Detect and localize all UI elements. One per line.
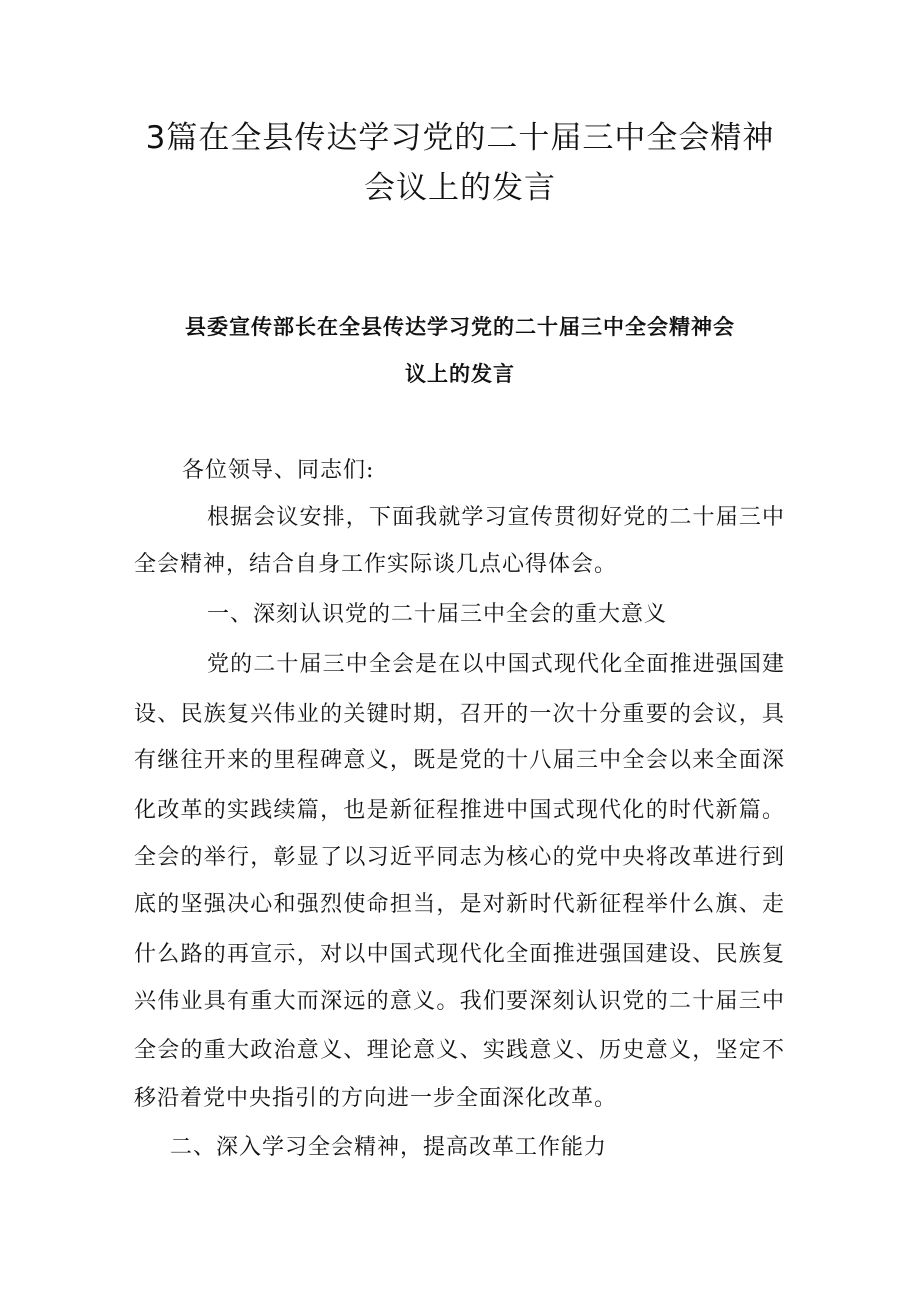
section-1-line-6: 底的坚强决心和强烈使命担当，是对新时代新征程举什么旗、走 (134, 892, 784, 917)
document-title-line-1: 3篇在全县传达学习党的二十届三中全会精神 (145, 120, 775, 156)
section-1-line-2: 设、民族复兴伟业的关键时期，召开的一次十分重要的会议，具 (134, 702, 784, 727)
document-title-line-2: 会议上的发言 (364, 170, 556, 206)
intro-line-1: 根据会议安排，下面我就学习宣传贯彻好党的二十届三中 (207, 505, 784, 530)
section-1-line-3: 有继往开来的里程碑意义，既是党的十八届三中全会以来全面深 (134, 748, 784, 773)
section-1-line-1: 党的二十届三中全会是在以中国式现代化全面推进强国建 (207, 652, 784, 677)
section-2-heading: 二、深入学习全会精神，提高改革工作能力 (170, 1135, 608, 1160)
section-1-line-9: 全会的重大政治意义、理论意义、实践意义、历史意义，坚定不 (134, 1038, 784, 1063)
speech-title-line-1: 县委宣传部长在全县传达学习党的二十届三中全会精神会 (185, 314, 735, 339)
salutation: 各位领导、同志们: (182, 458, 375, 483)
section-1-line-8: 兴伟业具有重大而深远的意义。我们要深刻认识党的二十届三中 (134, 989, 784, 1014)
section-1-line-10: 移沿着党中央指引的方向进一步全面深化改革。 (134, 1086, 618, 1111)
section-1-line-7: 什么路的再宣示，对以中国式现代化全面推进强国建设、民族复 (134, 942, 784, 967)
speech-title-line-2: 议上的发言 (405, 361, 515, 386)
section-1-line-5: 全会的举行，彰显了以习近平同志为核心的党中央将改革进行到 (134, 845, 784, 870)
section-1-line-4: 化改革的实践续篇，也是新征程推进中国式现代化的时代新篇。 (134, 798, 784, 823)
section-1-heading: 一、深刻认识党的二十届三中全会的重大意义 (207, 602, 668, 627)
intro-line-2: 全会精神，结合自身工作实际谈几点心得体会。 (134, 552, 618, 577)
